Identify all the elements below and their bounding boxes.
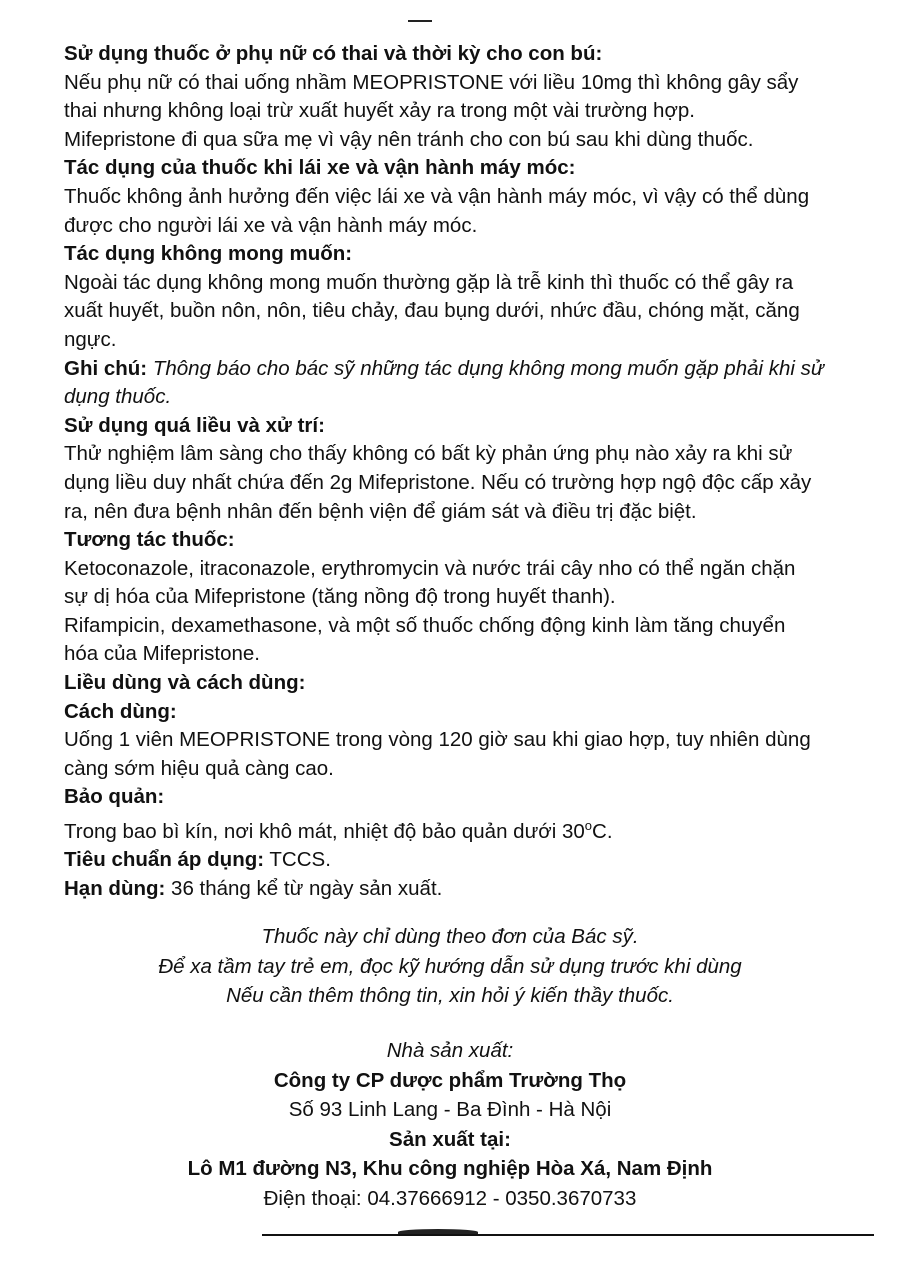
text-line: Rifampicin, dexamethasone, và một số thuốc chống động kinh làm tăng chuyển [64, 613, 786, 637]
note-line [64, 355, 854, 384]
heading-driving: Tác dụng của thuốc khi lái xe và vận hành máy móc: [64, 156, 576, 180]
top-dash-mark [408, 20, 432, 22]
heading-storage: Bảo quản: [64, 785, 165, 809]
manufacturer-label: Nhà sản xuất: [386, 1039, 514, 1062]
storage-text: Trong bao bì kín, nơi khô mát, nhiệt độ bảo quản dưới 30 [64, 819, 585, 843]
warning-line: Nếu cần thêm thông tin, xin hỏi ý kiến thầy thuốc. [226, 984, 674, 1007]
text-line: Ngoài tác dụng không mong muốn thường gặp là trễ kinh thì thuốc có thể gây ra [64, 270, 794, 294]
subheading-usage: Cách dùng: [64, 699, 177, 723]
heading-pregnancy: Sử dụng thuốc ở phụ nữ có thai và thời kỳ cho con bú: [64, 42, 603, 65]
standard-line [64, 846, 854, 875]
text-line: Mifepristone đi qua sữa mẹ vì vậy nên tránh cho con bú sau khi dùng thuốc. [64, 127, 754, 151]
heading-interactions: Tương tác thuốc: [64, 528, 235, 552]
warning-line: Thuốc này chỉ dùng theo đơn của Bác sỹ. [261, 925, 639, 948]
storage-line [64, 812, 854, 846]
note-label: Ghi chú: [64, 356, 148, 380]
note-text: dụng thuốc. [64, 385, 172, 409]
text-line: ngực. [64, 327, 117, 351]
text-line: Nếu phụ nữ có thai uống nhầm MEOPRISTONE với liều 10mg thì không gây sẩy [64, 70, 799, 94]
warning-line: Để xa tầm tay trẻ em, đọc kỹ hướng dẫn sử dụng trước khi dùng [158, 954, 742, 978]
leaflet-body [64, 40, 854, 904]
text-line: thai nhưng không loại trừ xuất huyết xảy ra trong một vài trường hợp. [64, 99, 695, 123]
produced-at-label: Sản xuất tại: [389, 1127, 511, 1151]
text-line: Thử nghiệm lâm sàng cho thấy không có bất kỳ phản ứng phụ nào xảy ra khi sử [64, 442, 793, 466]
text-line: xuất huyết, buồn nôn, nôn, tiêu chảy, đau bụng dưới, nhức đầu, chóng mặt, căng [64, 299, 800, 323]
standard-label: Tiêu chuẩn áp dụng: [64, 848, 265, 872]
text-line: càng sớm hiệu quả càng cao. [64, 756, 334, 780]
text-line: hóa của Mifepristone. [64, 642, 261, 666]
expiry-value: 36 tháng kể từ ngày sản xuất. [165, 877, 443, 901]
bottom-rule [262, 1234, 874, 1236]
warning-notes [0, 922, 900, 1011]
expiry-line [64, 875, 854, 904]
manufacturer-company: Công ty CP dược phẩm Trường Thọ [273, 1068, 627, 1092]
text-line: sự dị hóa của Mifepristone (tăng nồng độ trong huyết thanh). [64, 585, 616, 609]
expiry-label: Hạn dùng: [64, 877, 166, 901]
text-line: được cho người lái xe và vận hành máy móc. [64, 213, 478, 237]
heading-overdose: Sử dụng quá liều và xử trí: [64, 413, 325, 437]
storage-unit: C. [592, 819, 613, 843]
standard-value: TCCS. [264, 848, 331, 872]
heading-dosage: Liều dùng và cách dùng: [64, 671, 306, 695]
manufacturer-address: Số 93 Linh Lang - Ba Đình - Hà Nội [288, 1098, 612, 1121]
phone-numbers: Điện thoại: 04.37666912 - 0350.3670733 [263, 1186, 637, 1210]
text-line: Uống 1 viên MEOPRISTONE trong vòng 120 giờ sau khi giao hợp, tuy nhiên dùng [64, 728, 811, 752]
text-line: Thuốc không ảnh hưởng đến việc lái xe và vận hành máy móc, vì vậy có thể dùng [64, 184, 810, 208]
heading-side-effects: Tác dụng không mong muốn: [64, 242, 353, 266]
degree-sign: o [584, 818, 593, 834]
text-line: dụng liều duy nhất chứa đến 2g Mifepristone. Nếu có trường hợp ngộ độc cấp xảy [64, 470, 812, 494]
text-line: ra, nên đưa bệnh nhân đến bệnh viện để giám sát và điều trị đặc biệt. [64, 499, 697, 523]
text-line: Ketoconazole, itraconazole, erythromycin và nước trái cây nho có thể ngăn chặn [64, 556, 796, 580]
manufacturer-block [0, 1036, 900, 1213]
note-text: Thông báo cho bác sỹ những tác dụng không mong muốn gặp phải khi sử [152, 356, 824, 380]
factory-address: Lô M1 đường N3, Khu công nghiệp Hòa Xá, Nam Định [187, 1157, 713, 1180]
